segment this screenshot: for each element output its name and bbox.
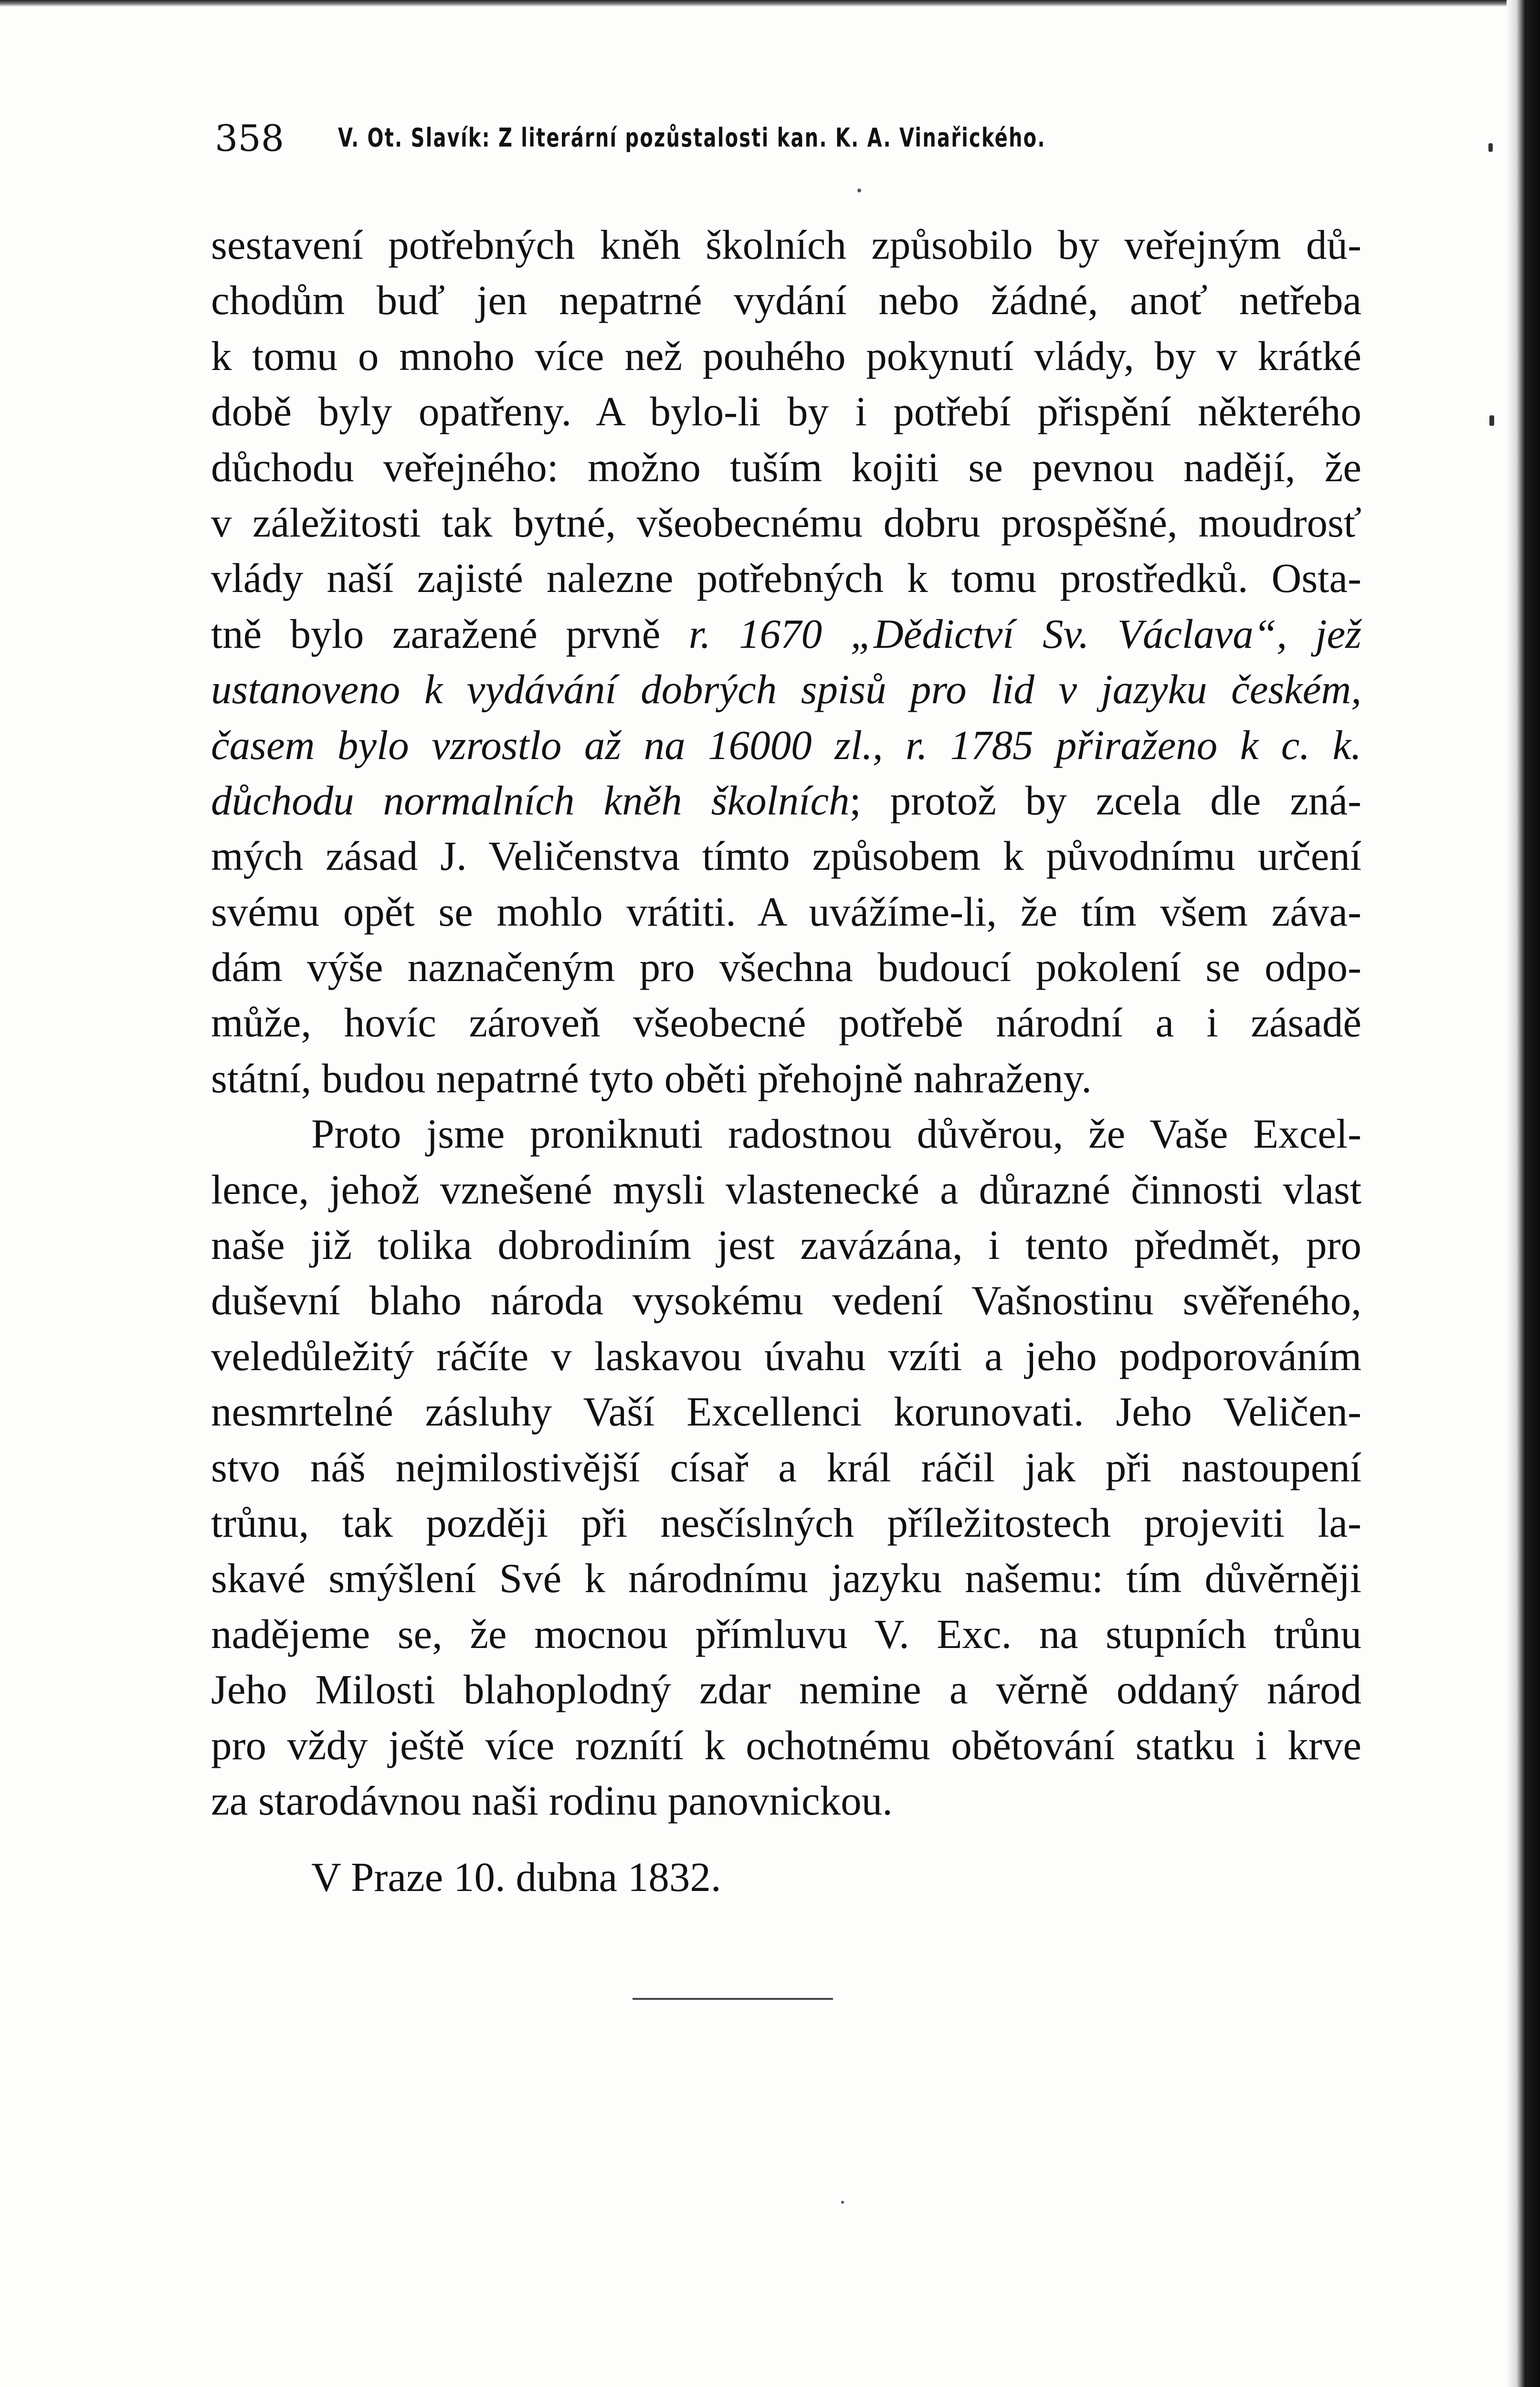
text-line-italic: časem bylo vzrostlo až na 16000 zl., r. 1785 přiraženo k c. k. [211, 721, 1361, 768]
closing-dateline: V Praze 10. dubna 1832. [311, 1854, 721, 1901]
text-line: za starodávnou naši rodinu panovnickou. [211, 1777, 893, 1824]
text-roman: ; protož by zcela dle zná- [849, 777, 1362, 824]
scan-speck [1489, 415, 1494, 426]
text-line: může, hovíc zároveň všeobecné potřebě národní a i zásadě [211, 999, 1361, 1046]
text-line: lence, jehož vznešené mysli vlastenecké a důrazné činnosti vlast [211, 1166, 1361, 1213]
text-line: mých zásad J. Veličenstva tímto způsobem k původnímu určení [211, 833, 1361, 879]
text-roman: tně bylo zaražené prvně [211, 610, 689, 657]
end-rule [633, 1998, 833, 2000]
text-line: vlády naší zajisté nalezne potřebných k tomu prostředků. Osta- [211, 555, 1361, 602]
text-line: stvo náš nejmilostivější císař a král ráčil jak při nastoupení [211, 1444, 1361, 1490]
page-number: 358 [215, 117, 285, 159]
text-line: chodům buď jen nepatrné vydání nebo žádné, anoť netřeba [211, 277, 1361, 324]
text-line: nesmrtelné zásluhy Vaší Excellenci korunovati. Jeho Veličen- [211, 1388, 1361, 1435]
text-line: státní, budou nepatrné tyto oběti přehojně nahraženy. [211, 1055, 1092, 1101]
scan-edge-top [0, 0, 1540, 7]
text-line [211, 773, 1361, 828]
text-line: nadějeme se, že mocnou přímluvu V. Exc. na stupních trůnu [211, 1610, 1361, 1657]
text-line: dám výše naznačeným pro všechna budoucí pokolení se odpo- [211, 944, 1361, 991]
text-line: veledůležitý ráčíte v laskavou úvahu vzíti a jeho podporováním [211, 1332, 1361, 1379]
text-line-italic: ustanoveno k vydávání dobrých spisů pro lid v jazyku českém, [211, 666, 1361, 713]
text-line: skavé smýšlení Své k národnímu jazyku našemu: tím důvěrněji [211, 1555, 1361, 1602]
text-italic: důchodu normalních kněh školních [211, 777, 850, 824]
scan-speck [857, 189, 861, 192]
text-line: sestavení potřebných kněh školních způsobilo by veřejným dů- [211, 222, 1361, 268]
text-line: Jeho Milosti blahoplodný zdar nemine a věrně oddaný národ [211, 1666, 1361, 1713]
body-text [211, 217, 1361, 1905]
page-header [215, 109, 1313, 161]
text-line: v záležitosti tak bytné, všeobecnému dobru prospěšné, moudrosť [211, 499, 1361, 546]
text-line [211, 606, 1361, 662]
text-italic: r. 1670 „Dědictví Sv. Václava“, jež [688, 610, 1361, 657]
text-line: k tomu o mnoho více než pouhého pokynutí vlády, by v krátké [211, 332, 1361, 379]
scan-speck [1488, 143, 1493, 152]
text-line: Proto jsme proniknuti radostnou důvěrou, že Vaše Excel- [311, 1110, 1361, 1157]
paragraph-spacer [211, 1828, 1361, 1849]
text-line: trůnu, tak později při nesčíslných příležitostech projeviti la- [211, 1499, 1361, 1546]
text-line: naše již tolika dobrodiním jest zavázána, i tento předmět, pro [211, 1222, 1361, 1268]
scan-edge-right [1507, 0, 1540, 2387]
text-line: pro vždy ještě více roznítí k ochotnému obětování statku i krve [211, 1722, 1361, 1768]
text-line: době byly opatřeny. A bylo-li by i potřebí přispění některého [211, 388, 1361, 435]
text-line: důchodu veřejného: možno tuším kojiti se pevnou nadějí, že [211, 444, 1361, 490]
text-line: svému opět se mohlo vrátiti. A uvážíme-li, že tím všem záva- [211, 888, 1361, 935]
text-line: duševní blaho národa vysokému vedení Vašnostinu svěřeného, [211, 1277, 1361, 1324]
scan-speck [841, 2201, 844, 2204]
running-head: V. Ot. Slavík: Z literární pozůstalosti kan. K. A. Vinařického. [338, 123, 1046, 153]
